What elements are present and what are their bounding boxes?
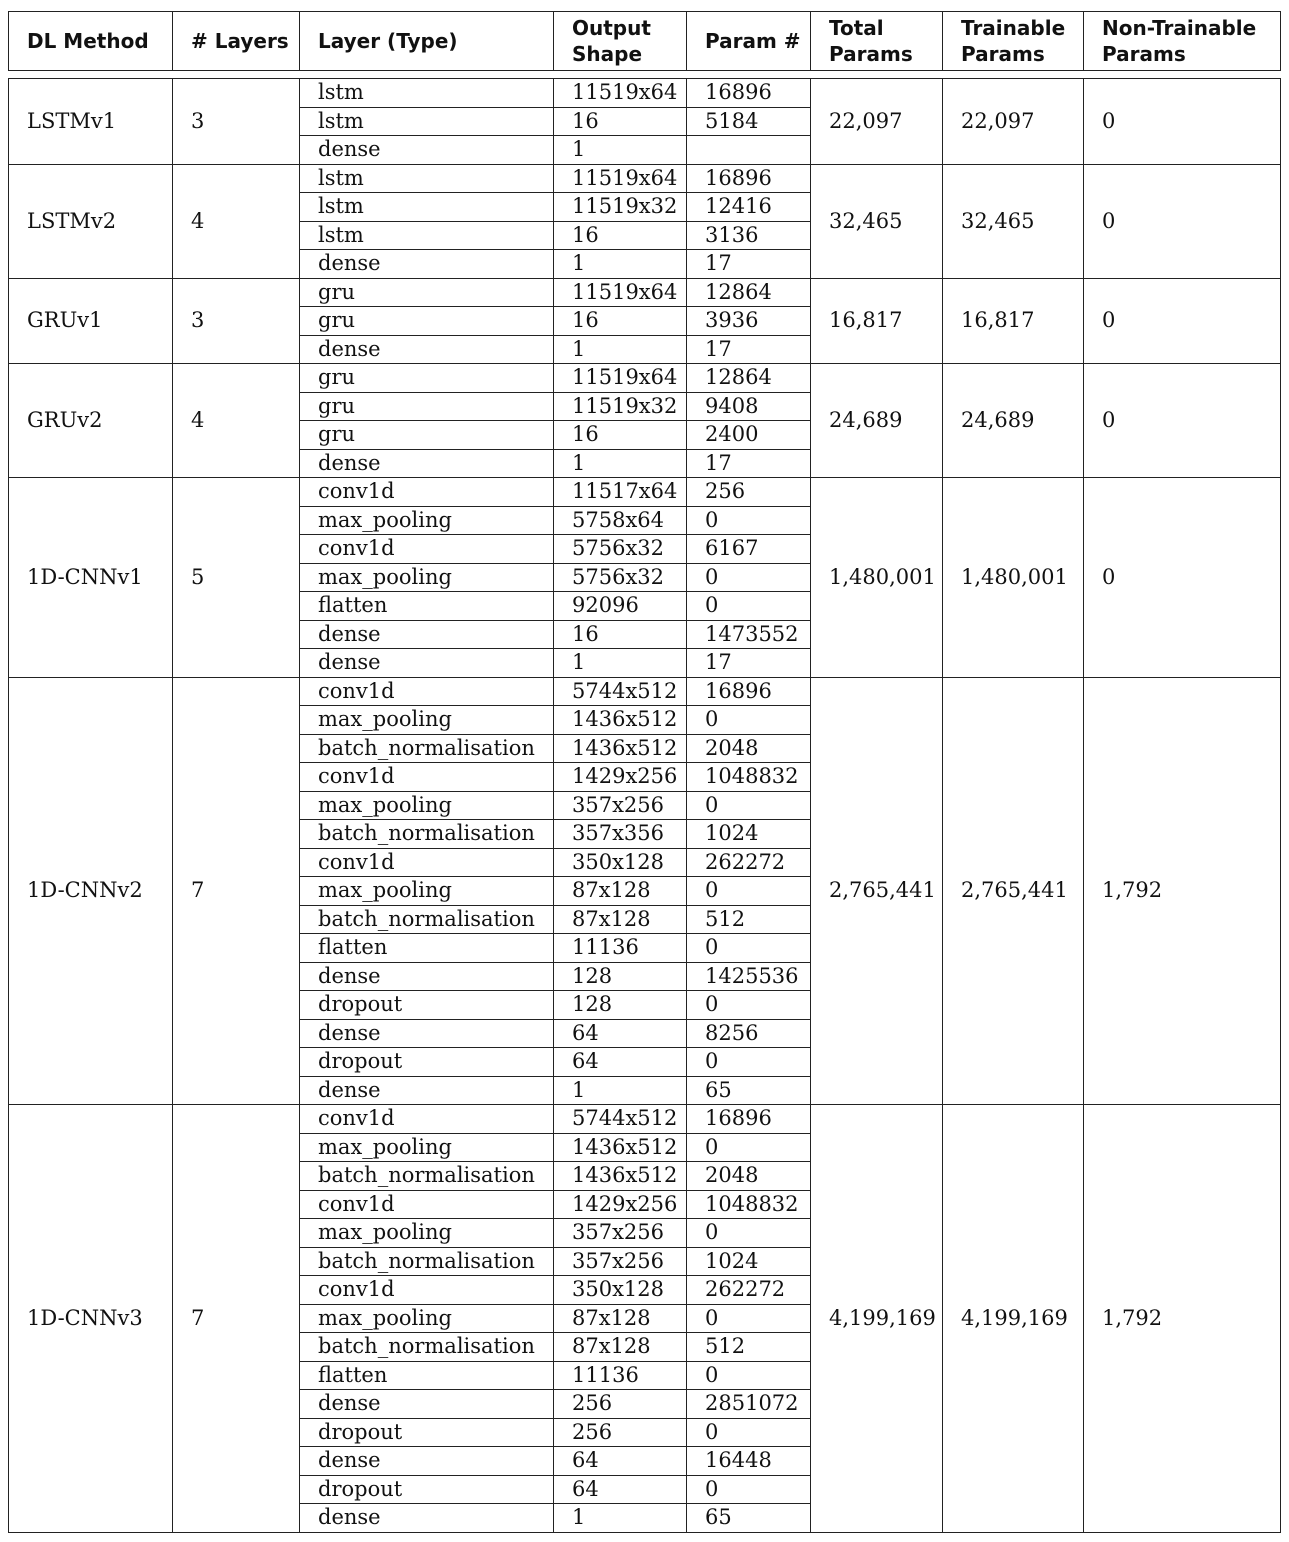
param-count-cell: 2851072 [687,1390,811,1419]
output-shape-cell: 11517x64 [554,478,687,507]
layer-type-cell: lstm [300,79,554,108]
header-dl-method: DL Method [9,12,173,71]
param-count-cell: 12864 [687,364,811,393]
table-row [9,278,1281,307]
layer-type-cell: max_pooling [300,706,554,735]
dl-method-cell: LSTMv2 [9,164,173,278]
total-params-cell: 4,199,169 [811,1105,943,1533]
layer-type-cell: conv1d [300,1276,554,1305]
param-count-cell: 16896 [687,164,811,193]
output-shape-cell: 11519x64 [554,278,687,307]
output-shape-cell: 87x128 [554,905,687,934]
total-params-cell: 1,480,001 [811,478,943,678]
layer-type-cell: batch_normalisation [300,905,554,934]
output-shape-cell: 1429x256 [554,1190,687,1219]
output-shape-cell: 11519x64 [554,164,687,193]
layer-type-cell: flatten [300,1361,554,1390]
table-row [9,164,1281,193]
num-layers-cell: 3 [173,278,300,364]
layer-type-cell: max_pooling [300,1304,554,1333]
layer-type-cell: gru [300,278,554,307]
layer-type-cell: lstm [300,193,554,222]
total-params-cell: 22,097 [811,79,943,165]
param-count-cell: 16896 [687,677,811,706]
header-non-trainable-params: Non-Trainable Params [1084,12,1281,71]
param-count-cell: 16448 [687,1447,811,1476]
total-params-cell: 24,689 [811,364,943,478]
layer-type-cell: dropout [300,991,554,1020]
param-count-cell: 3136 [687,221,811,250]
non-trainable-params-cell: 0 [1084,164,1281,278]
trainable-params-cell: 16,817 [943,278,1084,364]
output-shape-cell: 11519x64 [554,79,687,108]
output-shape-cell: 357x356 [554,820,687,849]
layer-type-cell: conv1d [300,1105,554,1134]
param-count-cell: 0 [687,991,811,1020]
layer-type-cell: dense [300,1076,554,1105]
output-shape-cell: 11519x64 [554,364,687,393]
table-row [9,364,1281,393]
output-shape-cell: 5744x512 [554,677,687,706]
param-count-cell: 1048832 [687,1190,811,1219]
param-count-cell [687,136,811,165]
param-count-cell: 0 [687,1048,811,1077]
header-gap-cell [9,71,1281,79]
output-shape-cell: 16 [554,307,687,336]
num-layers-cell: 7 [173,1105,300,1533]
dl-method-cell: GRUv2 [9,364,173,478]
output-shape-cell: 1436x512 [554,734,687,763]
table-row [9,677,1281,706]
layer-type-cell: batch_normalisation [300,1247,554,1276]
output-shape-cell: 5758x64 [554,506,687,535]
table-body [9,79,1281,1533]
layer-type-cell: flatten [300,934,554,963]
layer-type-cell: max_pooling [300,791,554,820]
param-count-cell: 2048 [687,734,811,763]
layer-type-cell: dropout [300,1048,554,1077]
output-shape-cell: 1 [554,1504,687,1533]
output-shape-cell: 128 [554,962,687,991]
layer-type-cell: max_pooling [300,506,554,535]
param-count-cell: 1425536 [687,962,811,991]
num-layers-cell: 4 [173,364,300,478]
dl-method-cell: 1D-CNNv3 [9,1105,173,1533]
output-shape-cell: 1 [554,335,687,364]
param-count-cell: 262272 [687,1276,811,1305]
layer-type-cell: conv1d [300,1190,554,1219]
num-layers-cell: 4 [173,164,300,278]
param-count-cell: 8256 [687,1019,811,1048]
param-count-cell: 512 [687,1333,811,1362]
header-row [9,12,1281,71]
output-shape-cell: 357x256 [554,791,687,820]
output-shape-cell: 1436x512 [554,1162,687,1191]
header-num-layers: # Layers [173,12,300,71]
total-params-cell: 16,817 [811,278,943,364]
output-shape-cell: 16 [554,107,687,136]
trainable-params-cell: 32,465 [943,164,1084,278]
trainable-params-cell: 4,199,169 [943,1105,1084,1533]
param-count-cell: 0 [687,1133,811,1162]
output-shape-cell: 357x256 [554,1219,687,1248]
param-count-cell: 0 [687,1361,811,1390]
header-total-params: Total Params [811,12,943,71]
total-params-cell: 2,765,441 [811,677,943,1105]
layer-type-cell: lstm [300,107,554,136]
param-count-cell: 262272 [687,848,811,877]
non-trainable-params-cell: 0 [1084,478,1281,678]
output-shape-cell: 16 [554,421,687,450]
model-architecture-table [8,11,1281,1533]
param-count-cell: 16896 [687,79,811,108]
output-shape-cell: 256 [554,1390,687,1419]
layer-type-cell: dropout [300,1418,554,1447]
output-shape-cell: 11136 [554,934,687,963]
non-trainable-params-cell: 1,792 [1084,677,1281,1105]
layer-type-cell: dense [300,1390,554,1419]
layer-type-cell: dense [300,649,554,678]
non-trainable-params-cell: 0 [1084,79,1281,165]
layer-type-cell: dense [300,620,554,649]
layer-type-cell: gru [300,364,554,393]
layer-type-cell: dense [300,136,554,165]
header-trainable-params: Trainable Params [943,12,1084,71]
trainable-params-cell: 24,689 [943,364,1084,478]
layer-type-cell: gru [300,421,554,450]
header-layer-type: Layer (Type) [300,12,554,71]
output-shape-cell: 1 [554,649,687,678]
param-count-cell: 0 [687,1219,811,1248]
layer-type-cell: max_pooling [300,1133,554,1162]
param-count-cell: 1024 [687,1247,811,1276]
param-count-cell: 3936 [687,307,811,336]
param-count-cell: 1024 [687,820,811,849]
layer-type-cell: conv1d [300,848,554,877]
non-trainable-params-cell: 0 [1084,364,1281,478]
dl-method-cell: GRUv1 [9,278,173,364]
output-shape-cell: 64 [554,1475,687,1504]
param-count-cell: 0 [687,563,811,592]
output-shape-cell: 350x128 [554,848,687,877]
output-shape-cell: 11519x32 [554,392,687,421]
output-shape-cell: 64 [554,1019,687,1048]
param-count-cell: 1048832 [687,763,811,792]
param-count-cell: 2400 [687,421,811,450]
output-shape-cell: 5756x32 [554,535,687,564]
layer-type-cell: dense [300,1504,554,1533]
layer-type-cell: max_pooling [300,877,554,906]
layer-type-cell: max_pooling [300,563,554,592]
total-params-cell: 32,465 [811,164,943,278]
output-shape-cell: 1429x256 [554,763,687,792]
param-count-cell: 17 [687,250,811,279]
layer-type-cell: batch_normalisation [300,820,554,849]
param-count-cell: 0 [687,1475,811,1504]
output-shape-cell: 5756x32 [554,563,687,592]
num-layers-cell: 5 [173,478,300,678]
param-count-cell: 0 [687,592,811,621]
output-shape-cell: 92096 [554,592,687,621]
layer-type-cell: dense [300,1019,554,1048]
param-count-cell: 17 [687,649,811,678]
param-count-cell: 0 [687,934,811,963]
layer-type-cell: dense [300,962,554,991]
output-shape-cell: 5744x512 [554,1105,687,1134]
output-shape-cell: 87x128 [554,1333,687,1362]
layer-type-cell: dense [300,449,554,478]
trainable-params-cell: 22,097 [943,79,1084,165]
layer-type-cell: conv1d [300,677,554,706]
param-count-cell: 17 [687,335,811,364]
param-count-cell: 1473552 [687,620,811,649]
layer-type-cell: lstm [300,164,554,193]
param-count-cell: 0 [687,1418,811,1447]
param-count-cell: 0 [687,877,811,906]
layer-type-cell: conv1d [300,763,554,792]
layer-type-cell: dense [300,250,554,279]
output-shape-cell: 1 [554,250,687,279]
dl-method-cell: LSTMv1 [9,79,173,165]
output-shape-cell: 11136 [554,1361,687,1390]
header-output-shape: Output Shape [554,12,687,71]
param-count-cell: 17 [687,449,811,478]
trainable-params-cell: 1,480,001 [943,478,1084,678]
param-count-cell: 512 [687,905,811,934]
output-shape-cell: 1 [554,136,687,165]
header-param-count: Param # [687,12,811,71]
output-shape-cell: 1 [554,449,687,478]
table-row [9,1105,1281,1134]
layer-type-cell: batch_normalisation [300,1333,554,1362]
layer-type-cell: flatten [300,592,554,621]
table-row [9,79,1281,108]
param-count-cell: 2048 [687,1162,811,1191]
output-shape-cell: 128 [554,991,687,1020]
output-shape-cell: 357x256 [554,1247,687,1276]
output-shape-cell: 16 [554,221,687,250]
table-row [9,478,1281,507]
param-count-cell: 0 [687,791,811,820]
layer-type-cell: dropout [300,1475,554,1504]
output-shape-cell: 64 [554,1447,687,1476]
output-shape-cell: 87x128 [554,1304,687,1333]
output-shape-cell: 87x128 [554,877,687,906]
param-count-cell: 6167 [687,535,811,564]
output-shape-cell: 350x128 [554,1276,687,1305]
dl-method-cell: 1D-CNNv1 [9,478,173,678]
layer-type-cell: conv1d [300,535,554,564]
param-count-cell: 65 [687,1076,811,1105]
trainable-params-cell: 2,765,441 [943,677,1084,1105]
output-shape-cell: 1 [554,1076,687,1105]
num-layers-cell: 3 [173,79,300,165]
param-count-cell: 5184 [687,107,811,136]
layer-type-cell: max_pooling [300,1219,554,1248]
layer-type-cell: batch_normalisation [300,734,554,763]
output-shape-cell: 256 [554,1418,687,1447]
output-shape-cell: 16 [554,620,687,649]
non-trainable-params-cell: 0 [1084,278,1281,364]
param-count-cell: 12864 [687,278,811,307]
output-shape-cell: 11519x32 [554,193,687,222]
layer-type-cell: dense [300,1447,554,1476]
dl-method-cell: 1D-CNNv2 [9,677,173,1105]
layer-type-cell: batch_normalisation [300,1162,554,1191]
header-gap [9,71,1281,79]
layer-type-cell: gru [300,392,554,421]
param-count-cell: 16896 [687,1105,811,1134]
layer-type-cell: dense [300,335,554,364]
param-count-cell: 0 [687,1304,811,1333]
output-shape-cell: 1436x512 [554,706,687,735]
param-count-cell: 0 [687,506,811,535]
param-count-cell: 65 [687,1504,811,1533]
param-count-cell: 9408 [687,392,811,421]
param-count-cell: 0 [687,706,811,735]
param-count-cell: 256 [687,478,811,507]
num-layers-cell: 7 [173,677,300,1105]
layer-type-cell: lstm [300,221,554,250]
output-shape-cell: 1436x512 [554,1133,687,1162]
layer-type-cell: conv1d [300,478,554,507]
output-shape-cell: 64 [554,1048,687,1077]
non-trainable-params-cell: 1,792 [1084,1105,1281,1533]
layer-type-cell: gru [300,307,554,336]
param-count-cell: 12416 [687,193,811,222]
